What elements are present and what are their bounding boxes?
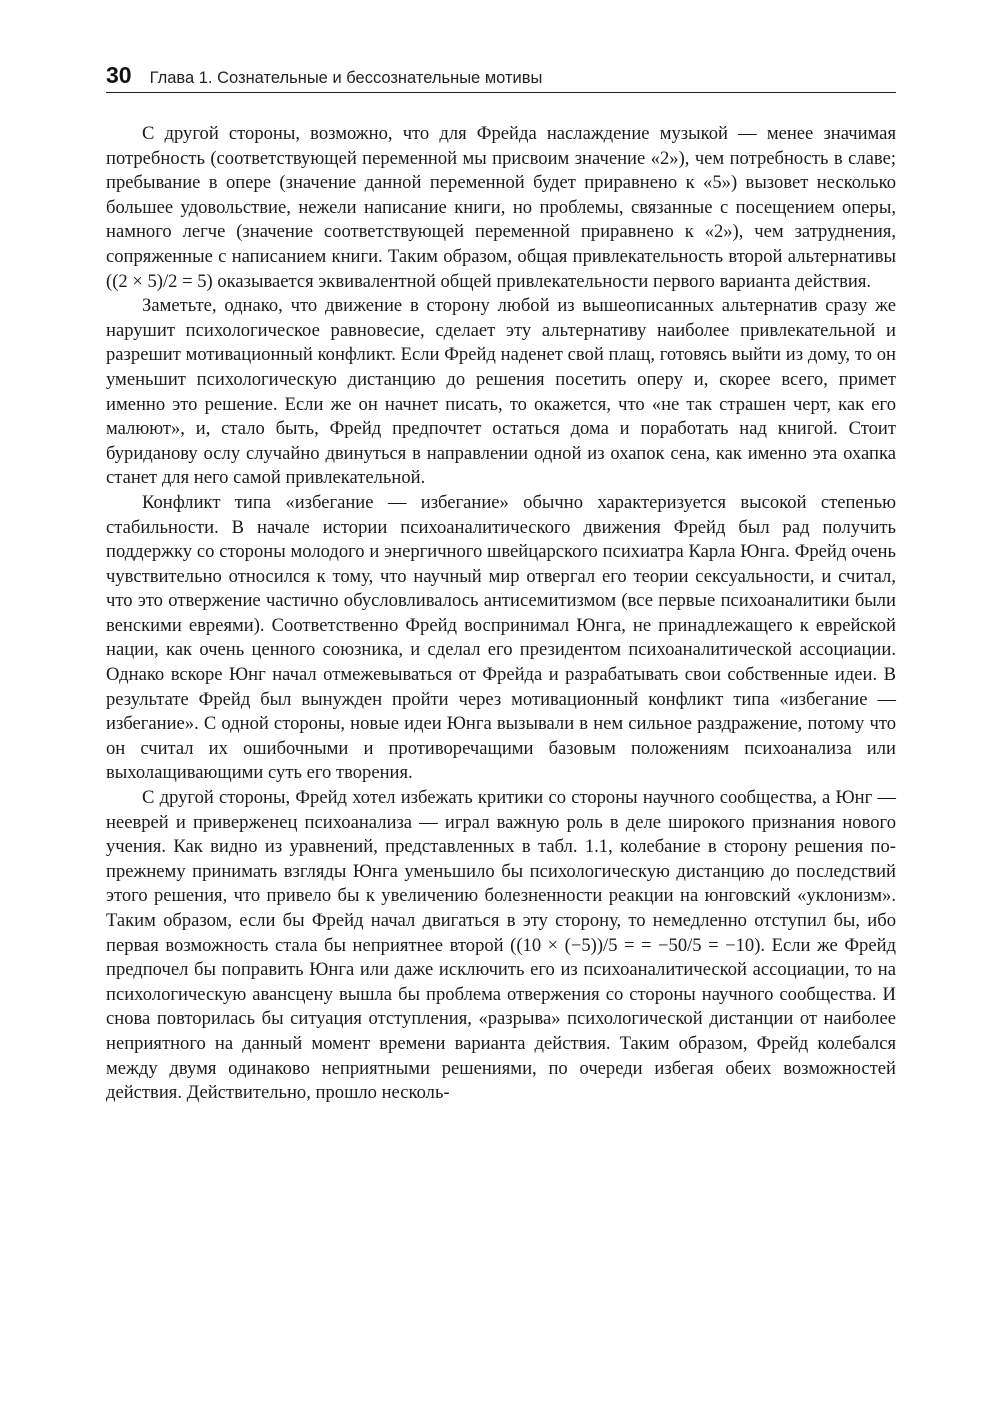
paragraph: С другой стороны, Фрейд хотел избежать критики со стороны научного сообщества, а Юнг — нееврей и приверженец психоанализа — играл важную роль в деле широкого признания нового учения. Как видно из уравнений, представленных в табл. 1.1, колебание в сторону решения по-прежнему принимать взгляды Юнга уменьшило бы психологическую дистанцию до последствий этого решения, что привело бы к увеличению болезненности реакции на юнговский «уклонизм». Таким образом, если бы Фрейд начал двигаться в эту сторону, то немедленно отступил бы, ибо первая возможность стала бы неприятнее второй ((10 × (−5))/5 = = −50/5 = −10). Если же Фрейд предпочел бы поправить Юнга или даже исключить его из психоаналитической ассоциации, то на психологическую авансцену вышла бы проблема отвержения со стороны научного сообщества. И снова повторилась бы ситуация отступления, «разрыва» психологической дистанции от наиболее неприятного на данный момент времени варианта действия. Таким образом, Фрейд колебался между двумя одинаково неприятными решениями, по очереди избегая обеих возможностей действия. Действительно, прошло несколь- bbox=[106, 787, 896, 1104]
paragraph: С другой стороны, возможно, что для Фрейда наслаждение музыкой — менее значимая потребность (соответствующей переменной мы присвоим значение «2»), чем потребность в славе; пребывание в опере (значение данной переменной будет приравнено к «5») вызовет несколько большее удовольствие, нежели написание книги, но проблемы, связанные с посещением оперы, намного легче (значение соответствующей переменной приравнено к «2»), чем затруднения, сопряженные с написанием книги. Таким образом, общая привлекательность второй альтернативы ((2 × 5)/2 = 5) оказывается эквивалентной общей привлекательности первого варианта действия. bbox=[106, 123, 896, 292]
body-text bbox=[106, 122, 896, 1106]
paragraph: Конфликт типа «избегание — избегание» обычно характеризуется высокой степенью стабильности. В начале истории психоаналитического движения Фрейд был рад получить поддержку со стороны молодого и энергичного швейцарского психиатра Карла Юнга. Фрейд очень чувствительно относился к тому, что научный мир отвергал его теории сексуальности, и считал, что это отвержение частично обусловливалось антисемитизмом (все первые психоаналитики были венскими евреями). Соответственно Фрейд воспринимал Юнга, не принадлежащего к еврейской нации, как очень ценного союзника, и сделал его президентом психоаналитической ассоциации. Однако вскоре Юнг начал отмежевываться от Фрейда и разрабатывать свои собственные идеи. В результате Фрейд был вынужден пройти через мотивационный конфликт типа «избегание — избегание». С одной стороны, новые идеи Юнга вызывали в нем сильное раздражение, потому что он считал их ошибочными и противоречащими базовым положениям психоанализа или выхолащивающими суть его творения. bbox=[106, 491, 896, 784]
page-number: 30 bbox=[106, 62, 132, 88]
paragraph: Заметьте, однако, что движение в сторону любой из вышеописанных альтернатив сразу же нарушит психологическое равновесие, сделает эту альтернативу наиболее привлекательной и разрешит мотивационный конфликт. Если Фрейд наденет свой плащ, готовясь выйти из дому, то он уменьшит психологическую дистанцию до решения посетить оперу и, скорее всего, примет именно это решение. Если же он начнет писать, то окажется, что «не так страшен черт, как его малюют», и, стало быть, Фрейд предпочтет остаться дома и поработать над книгой. Стоит буриданову ослу случайно двинуться в направлении одной из охапок сена, как именно эта охапка станет для него самой привлекательной. bbox=[106, 295, 896, 489]
chapter-title: Глава 1. Сознательные и бессознательные мотивы bbox=[149, 69, 543, 87]
running-header bbox=[106, 62, 896, 93]
